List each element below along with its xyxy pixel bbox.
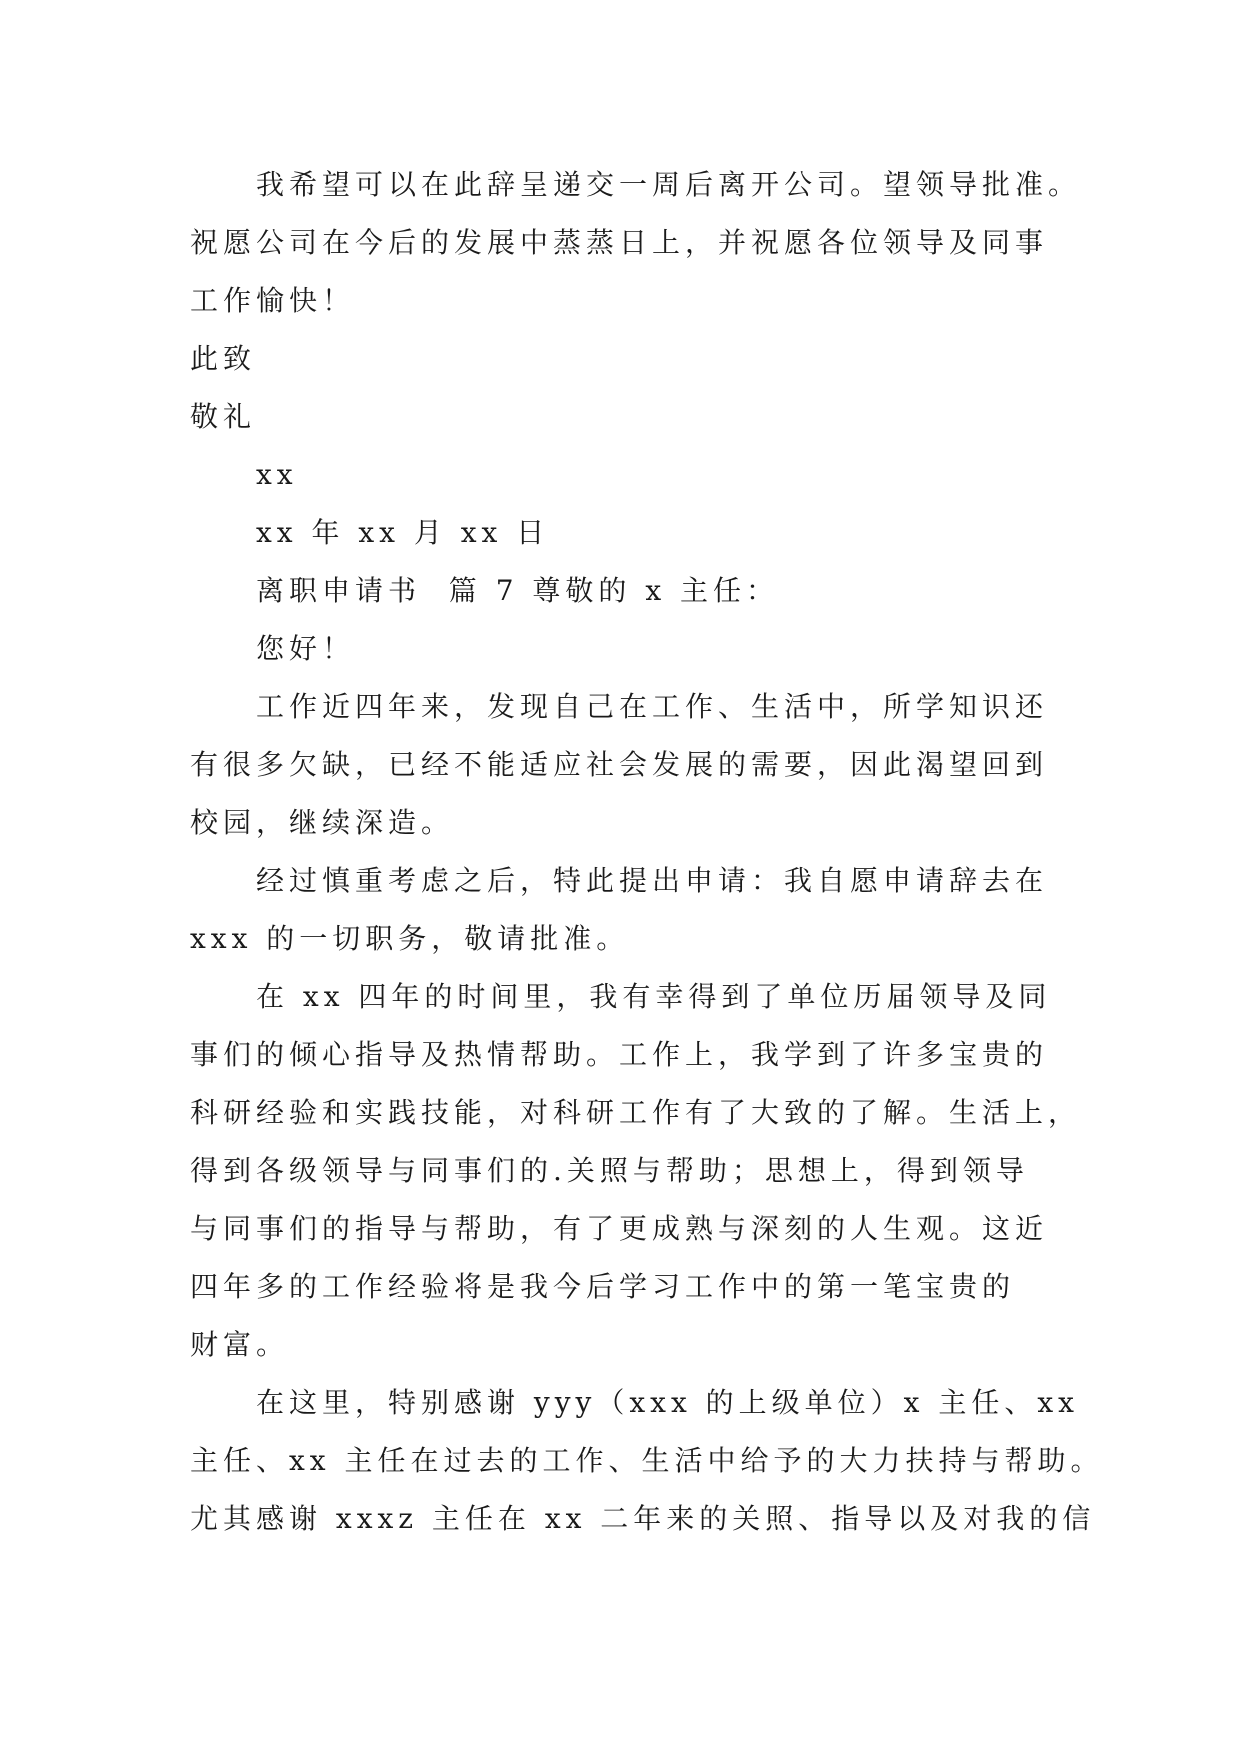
text-line: 科研经验和实践技能，对科研工作有了大致的了解。生活上， <box>190 1096 1082 1129</box>
text-line: 事们的倾心指导及热情帮助。工作上，我学到了许多宝贵的 <box>190 1038 1049 1071</box>
text-line: 经过慎重考虑之后，特此提出申请：我自愿申请辞去在 <box>256 864 1049 897</box>
text-line: 工作近四年来，发现自己在工作、生活中，所学知识还 <box>256 690 1049 723</box>
text-line: 在 xx 四年的时间里，我有幸得到了单位历届领导及同 <box>256 980 1052 1013</box>
text-line: 与同事们的指导与帮助，有了更成熟与深刻的人生观。这近 <box>190 1212 1049 1245</box>
text-line: 工作愉快！ <box>190 284 356 317</box>
text-line: 校园，继续深造。 <box>190 806 455 839</box>
text-line: 尤其感谢 xxxz 主任在 xx 二年来的关照、指导以及对我的信 <box>190 1502 1096 1535</box>
text-line: 我希望可以在此辞呈递交一周后离开公司。望领导批准。 <box>256 168 1082 201</box>
text-line: xxx 的一切职务，敬请批准。 <box>190 922 630 955</box>
text-line: 祝愿公司在今后的发展中蒸蒸日上，并祝愿各位领导及同事 <box>190 226 1049 259</box>
signature-date: xx 年 xx 月 xx 日 <box>256 516 550 549</box>
greeting-line: 您好！ <box>256 632 356 665</box>
text-line: 有很多欠缺，已经不能适应社会发展的需要，因此渴望回到 <box>190 748 1049 781</box>
closing-line: 此致 <box>190 342 257 375</box>
text-line: 财富。 <box>190 1328 290 1361</box>
text-line: 主任、xx 主任在过去的工作、生活中给予的大力扶持与帮助。 <box>190 1444 1104 1477</box>
text-line: 在这里，特别感谢 yyy（xxx 的上级单位）x 主任、xx <box>256 1386 1079 1419</box>
section-heading: 离职申请书 篇 7 尊敬的 x 主任： <box>256 574 780 607</box>
salutation-line: 敬礼 <box>190 400 257 433</box>
text-line: 得到各级领导与同事们的.关照与帮助；思想上，得到领导 <box>190 1154 1029 1187</box>
text-line: 四年多的工作经验将是我今后学习工作中的第一笔宝贵的 <box>190 1270 1016 1303</box>
signature-name: xx <box>256 458 298 491</box>
